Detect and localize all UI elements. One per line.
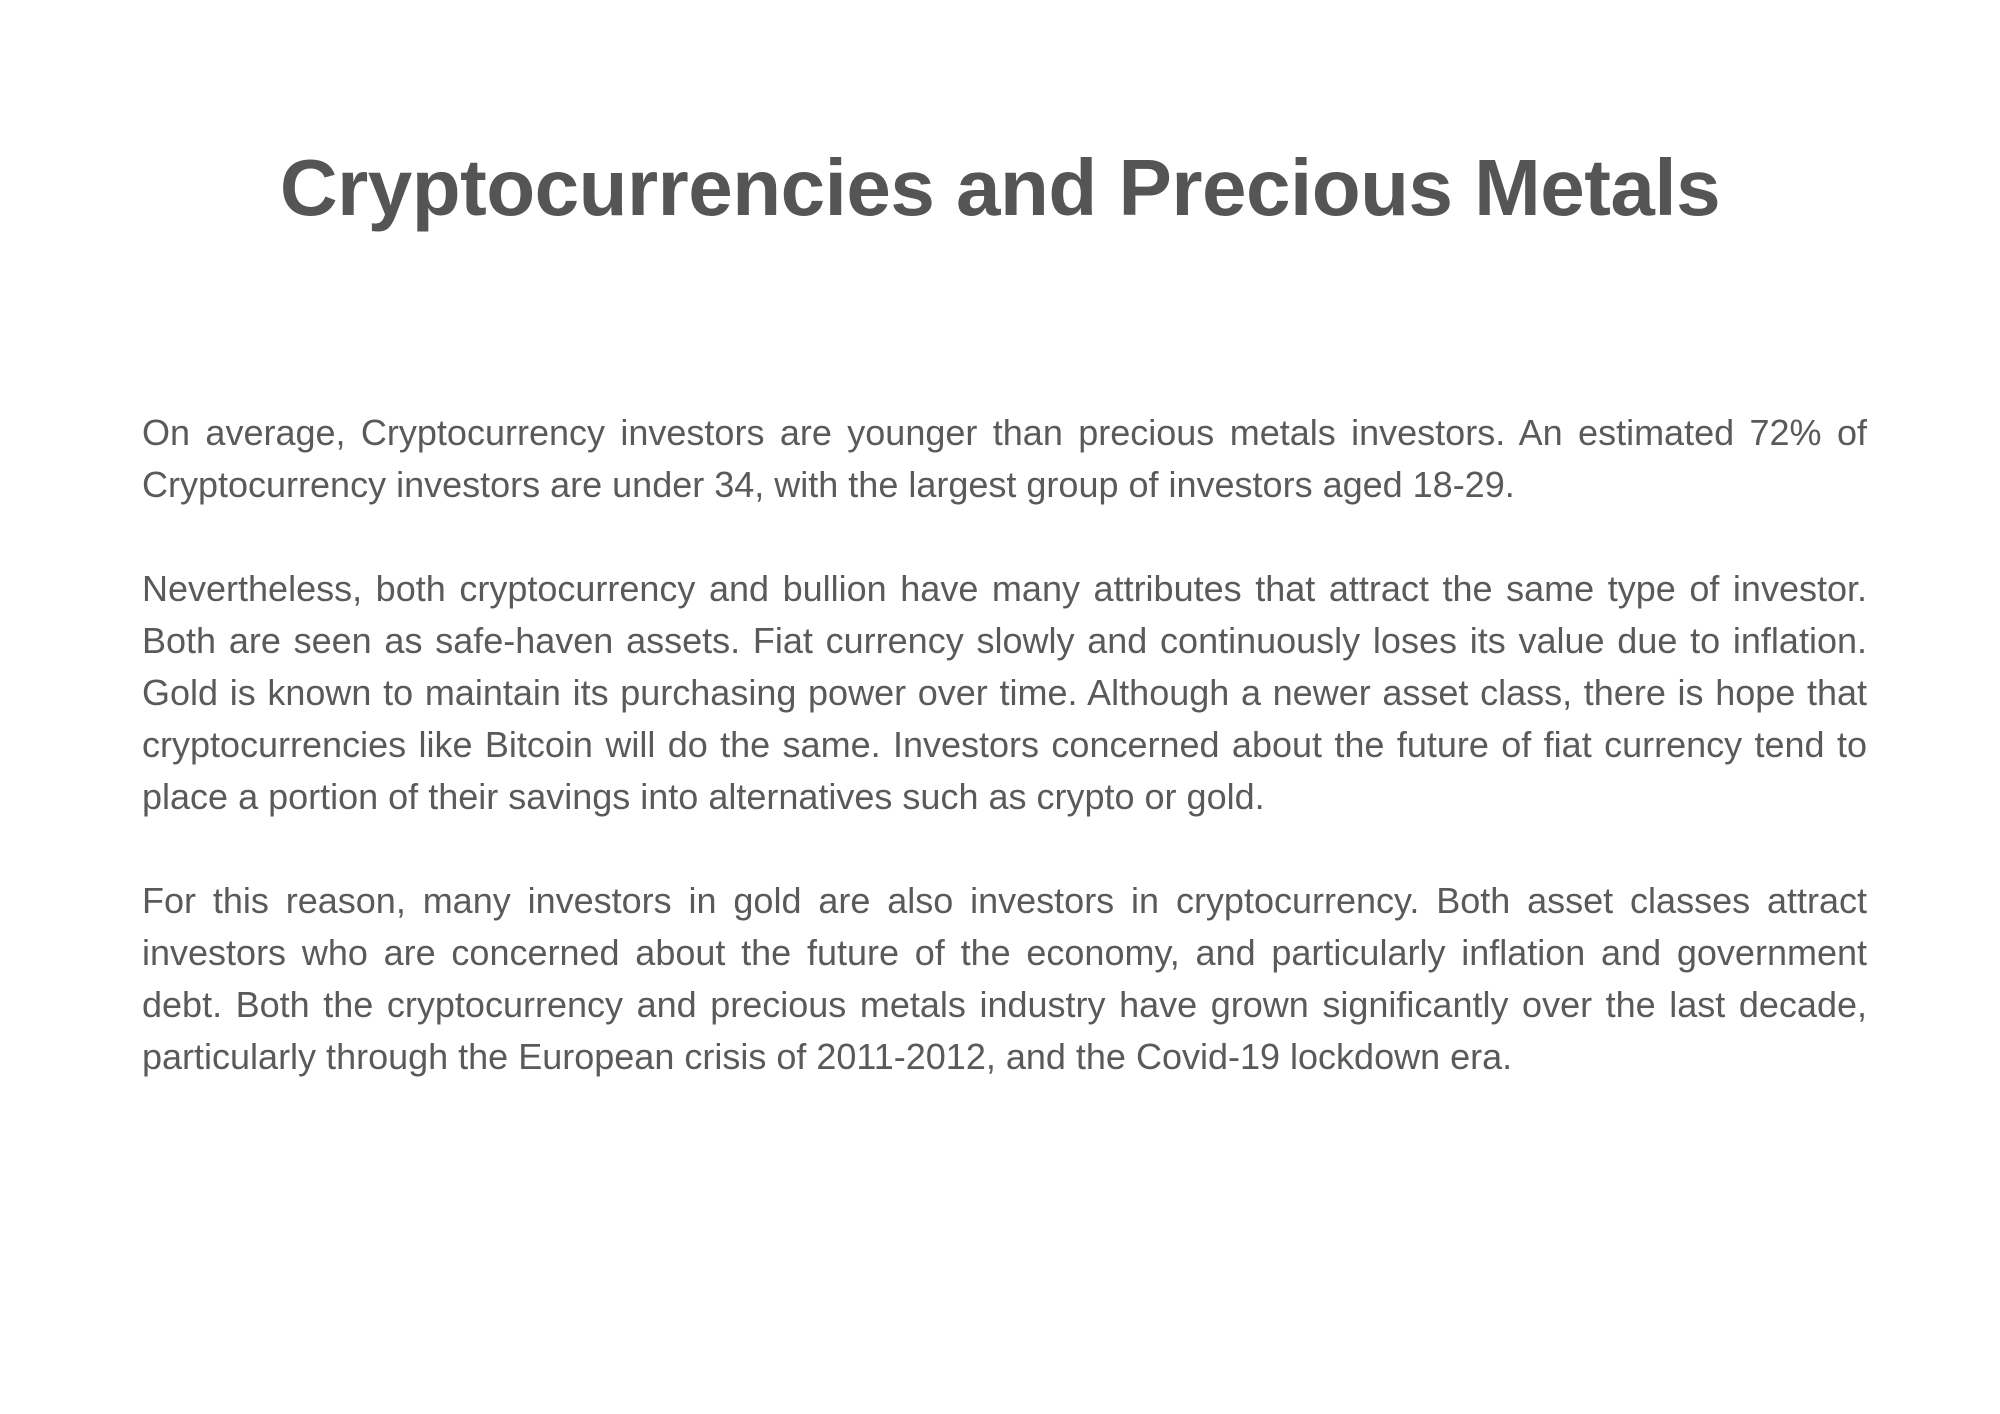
- body-text: [142, 407, 1867, 1135]
- paragraph-investor-age: On average, Cryptocurrency investors are younger than precious metals investors. An estimated 72% of Cryptocurrency investors are under 34, with the largest group of investors aged 18-29.: [142, 412, 1867, 505]
- paragraph-overlap-growth: For this reason, many investors in gold are also investors in cryptocurrency. Both asset classes attract investors who are concerned about the future of the economy, and particularly inflation and government debt. Both the cryptocurrency and precious metals industry have grown significantly over the last decade, particularly through the European crisis of 2011-2012, and the Covid-19 lockdown era.: [142, 880, 1867, 1077]
- page-title: Cryptocurrencies and Precious Metals: [279, 143, 1721, 232]
- paragraph-shared-attributes: Nevertheless, both cryptocurrency and bullion have many attributes that attract the same type of investor. Both are seen as safe-haven assets. Fiat currency slowly and continuously loses its value due to inflation. Gold is known to maintain its purchasing power over time. Although a newer asset class, there is hope that cryptocurrencies like Bitcoin will do the same. Investors concerned about the future of fiat currency tend to place a portion of their savings into alternatives such as crypto or gold.: [142, 568, 1867, 817]
